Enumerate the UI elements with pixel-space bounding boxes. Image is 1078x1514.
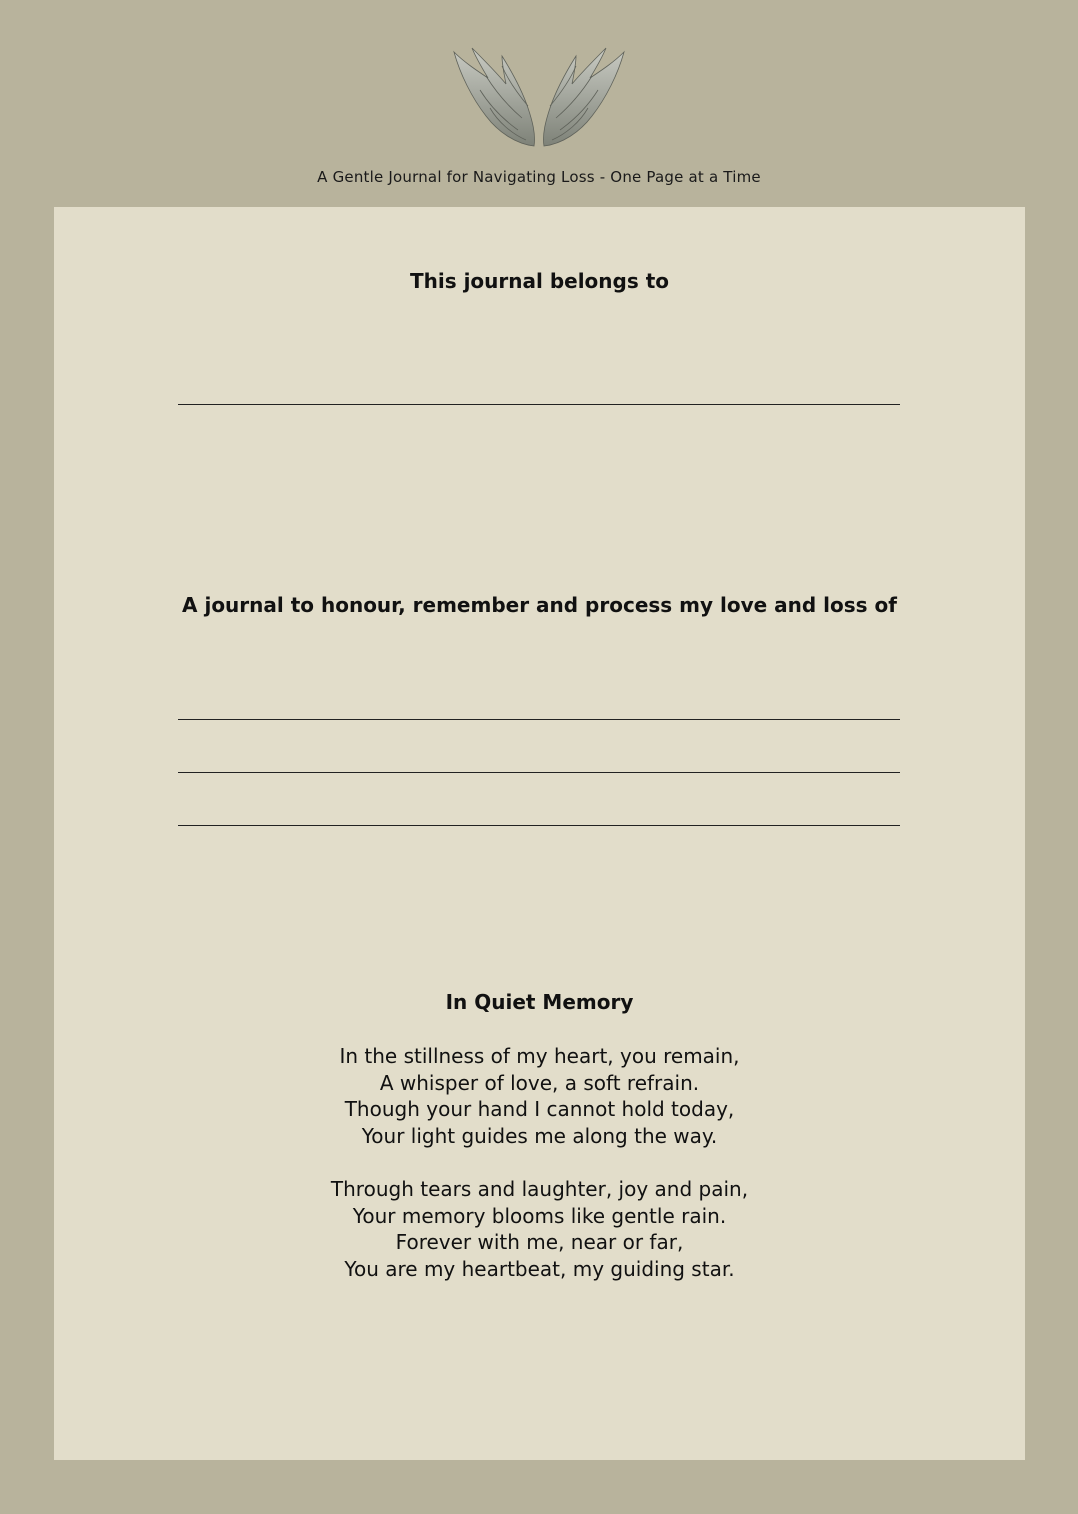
poem-line: You are my heartbeat, my guiding star. (344, 1256, 735, 1281)
belongs-to-heading: This journal belongs to (409, 269, 670, 293)
poem-line: In the stillness of my heart, you remain, (339, 1044, 740, 1068)
poem-line: Your light guides me along the way. (361, 1123, 718, 1148)
poem-line: Through tears and laughter, joy and pain, (330, 1177, 749, 1201)
journal-card (54, 207, 1025, 1460)
owner-name-line[interactable] (178, 404, 900, 405)
poem-line: A whisper of love, a soft refrain. (379, 1070, 700, 1095)
poem-stanza-1 (54, 1043, 1025, 1149)
dedication-line-3[interactable] (178, 825, 900, 826)
angel-wings-icon (446, 44, 632, 154)
poem-title: In Quiet Memory (445, 990, 634, 1014)
poem-line: Though your hand I cannot hold today, (344, 1097, 735, 1122)
dedication-heading: A journal to honour, remember and process my love and loss of (182, 593, 897, 617)
dedication-line-2[interactable] (178, 772, 900, 773)
journal-subtitle: A Gentle Journal for Navigating Loss - One Page at a Time (317, 168, 761, 186)
poem-line: Forever with me, near or far, (395, 1230, 684, 1255)
dedication-line-1[interactable] (178, 719, 900, 720)
poem-line: Your memory blooms like gentle rain. (352, 1203, 727, 1228)
poem-stanza-2 (54, 1176, 1025, 1282)
